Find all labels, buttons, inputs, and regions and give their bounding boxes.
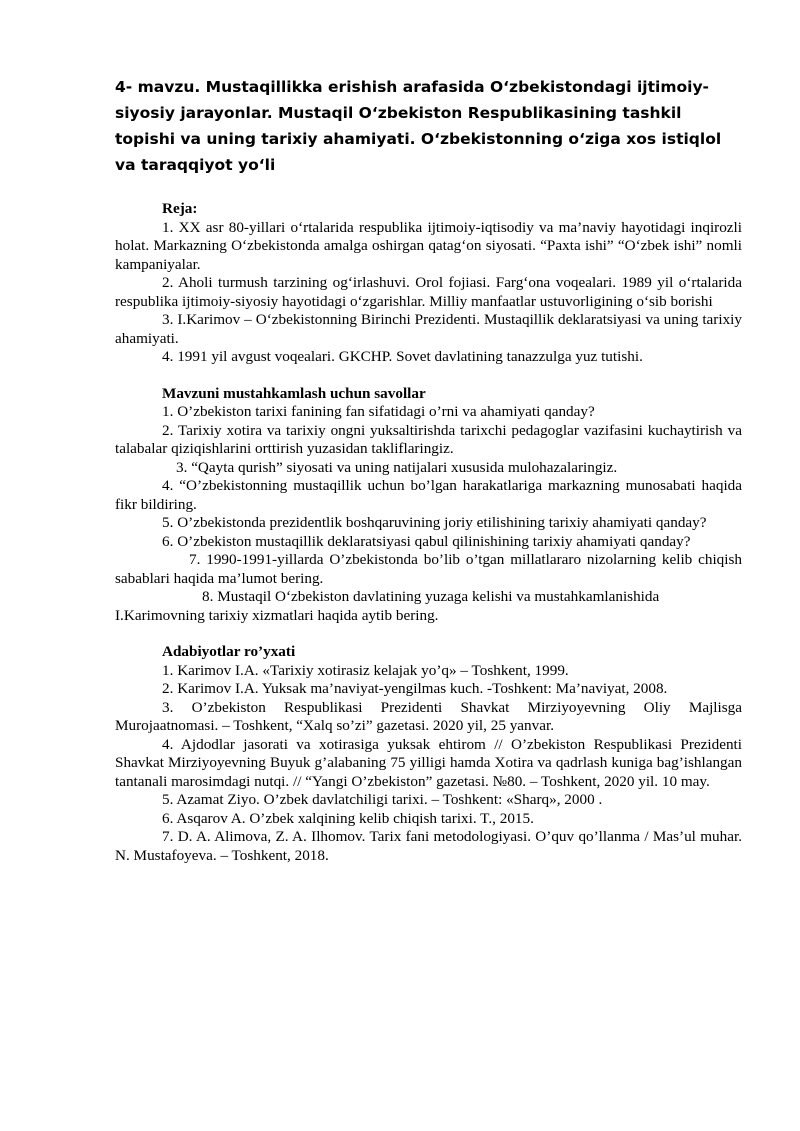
plan-item: 2. Aholi turmush tarzining og‘irlashuvi. Orol fojiasi. Farg‘ona voqealari. 1989 yil o‘rtalarida respublika ijtimoiy-siyosiy hayotidagi o‘zgarishlar. Milliy manfaatlar ustuvorligining o‘sib borishi	[115, 274, 742, 310]
reference-item: 5. Azamat Ziyo. O’zbek davlatchiligi tarixi. – Toshkent: «Sharq», 2000 .	[162, 791, 603, 808]
plan-item: 3. I.Karimov – O‘zbekistonning Birinchi Prezidenti. Mustaqillik deklaratsiyasi va uning tarixiy ahamiyati.	[115, 311, 742, 347]
reference-item: 4. Ajdodlar jasorati va xotirasiga yuksak ehtirom // O’zbekiston Respublikasi Prezidenti Shavkat Mirziyoyevning Buyuk g’alabaning 75 yilligi hamda Xotira va qadrlash kuniga bag’ishlangan tantanali marosimdagi nutqi. // “Yangi O’zbekiston” gazetasi. №80. – Toshkent, 2020 yil. 10 may.	[115, 735, 742, 790]
reference-item: 7. D. A. Alimova, Z. A. Ilhomov. Tarix fani metodologiyasi. O’quv qo’llanma / Mas’ul muhar. N. Mustafoyeva. – Toshkent, 2018.	[115, 828, 742, 864]
references-section	[115, 643, 742, 865]
question-item: 6. O’zbekiston mustaqillik deklaratsiyasi qabul qilinishining tarixiy ahamiyati qanday?	[162, 532, 691, 550]
document-title: 4- mavzu. Mustaqillikka erishish arafasida O‘zbekistondagi ijtimoiy-siyosiy jarayonlar. Mustaqil O‘zbekiston Respublikasining tashkil topishi va uning tarixiy ahamiyati. O‘zbekistonning o‘ziga xos istiqlol va taraqqiyot yo‘li	[115, 78, 722, 174]
reference-item: 6. Asqarov A. O’zbek xalqining kelib chiqish tarixi. T., 2015.	[162, 809, 534, 827]
references-heading: Adabiyotlar ro’yxati	[162, 643, 296, 660]
questions-section	[115, 385, 742, 626]
reference-item: 3. O’zbekiston Respublikasi Prezidenti Shavkat Mirziyoyevning Oliy Majlisga Murojaatnomasi. – Toshkent, “Xalq so’zi” gazetasi. 2020 yil, 25 yanvar.	[115, 698, 742, 734]
plan-section	[115, 200, 742, 367]
section-spacer	[115, 367, 742, 385]
question-item: 1. O’zbekiston tarixi fanining fan sifatidagi o’rni va ahamiyati qanday?	[162, 403, 595, 420]
question-item: 7. 1990-1991-yillarda O’zbekistonda bo’lib o’tgan millatlararo nizolarning kelib chiqish sabablari haqida ma’lumot bering.	[115, 551, 742, 587]
plan-item: 1. XX asr 80-yillari o‘rtalarida respublika ijtimoiy-iqtisodiy va ma’naviy hayotidagi inqirozli holat. Markazning O‘zbekistonda amalga oshirgan qatag‘on siyosati. “Paxta ishi” “O‘zbek ishi” nomli kampaniyalar.	[115, 218, 742, 273]
section-spacer	[115, 625, 742, 643]
question-item: 4. “O’zbekistonning mustaqillik uchun bo’lgan harakatlariga markazning munosabati haqida fikr bildiring.	[115, 477, 742, 513]
question-item: 3. “Qayta qurish” siyosati va uning natijalari xususida mulohazalaringiz.	[176, 458, 618, 476]
plan-item: 4. 1991 yil avgust voqealari. GKCHP. Sovet davlatining tanazzulga yuz tutishi.	[162, 348, 643, 365]
questions-heading: Mavzuni mustahkamlash uchun savollar	[162, 384, 426, 402]
reference-item: 1. Karimov I.A. «Tarixiy xotirasiz kelajak yo’q» – Toshkent, 1999.	[162, 661, 569, 679]
question-item: 2. Tarixiy xotira va tarixiy ongni yuksaltirishda tarixchi pedagoglar vazifasini kuchaytirish va talabalar qiziqishlarini orttirish yuzasidan takliflaringiz.	[115, 421, 742, 457]
reference-item: 2. Karimov I.A. Yuksak ma’naviyat-yengilmas kuch. -Toshkent: Ma’naviyat, 2008.	[162, 680, 668, 697]
plan-heading: Reja:	[162, 200, 198, 217]
question-item: 5. O’zbekistonda prezidentlik boshqaruvining joriy etilishining tarixiy ahamiyati qanday?	[162, 514, 707, 531]
question-item: 8. Mustaqil O‘zbekiston davlatining yuzaga kelishi va mustahkamlanishida I.Karimovning tarixiy xizmatlari haqida aytib bering.	[115, 588, 660, 624]
